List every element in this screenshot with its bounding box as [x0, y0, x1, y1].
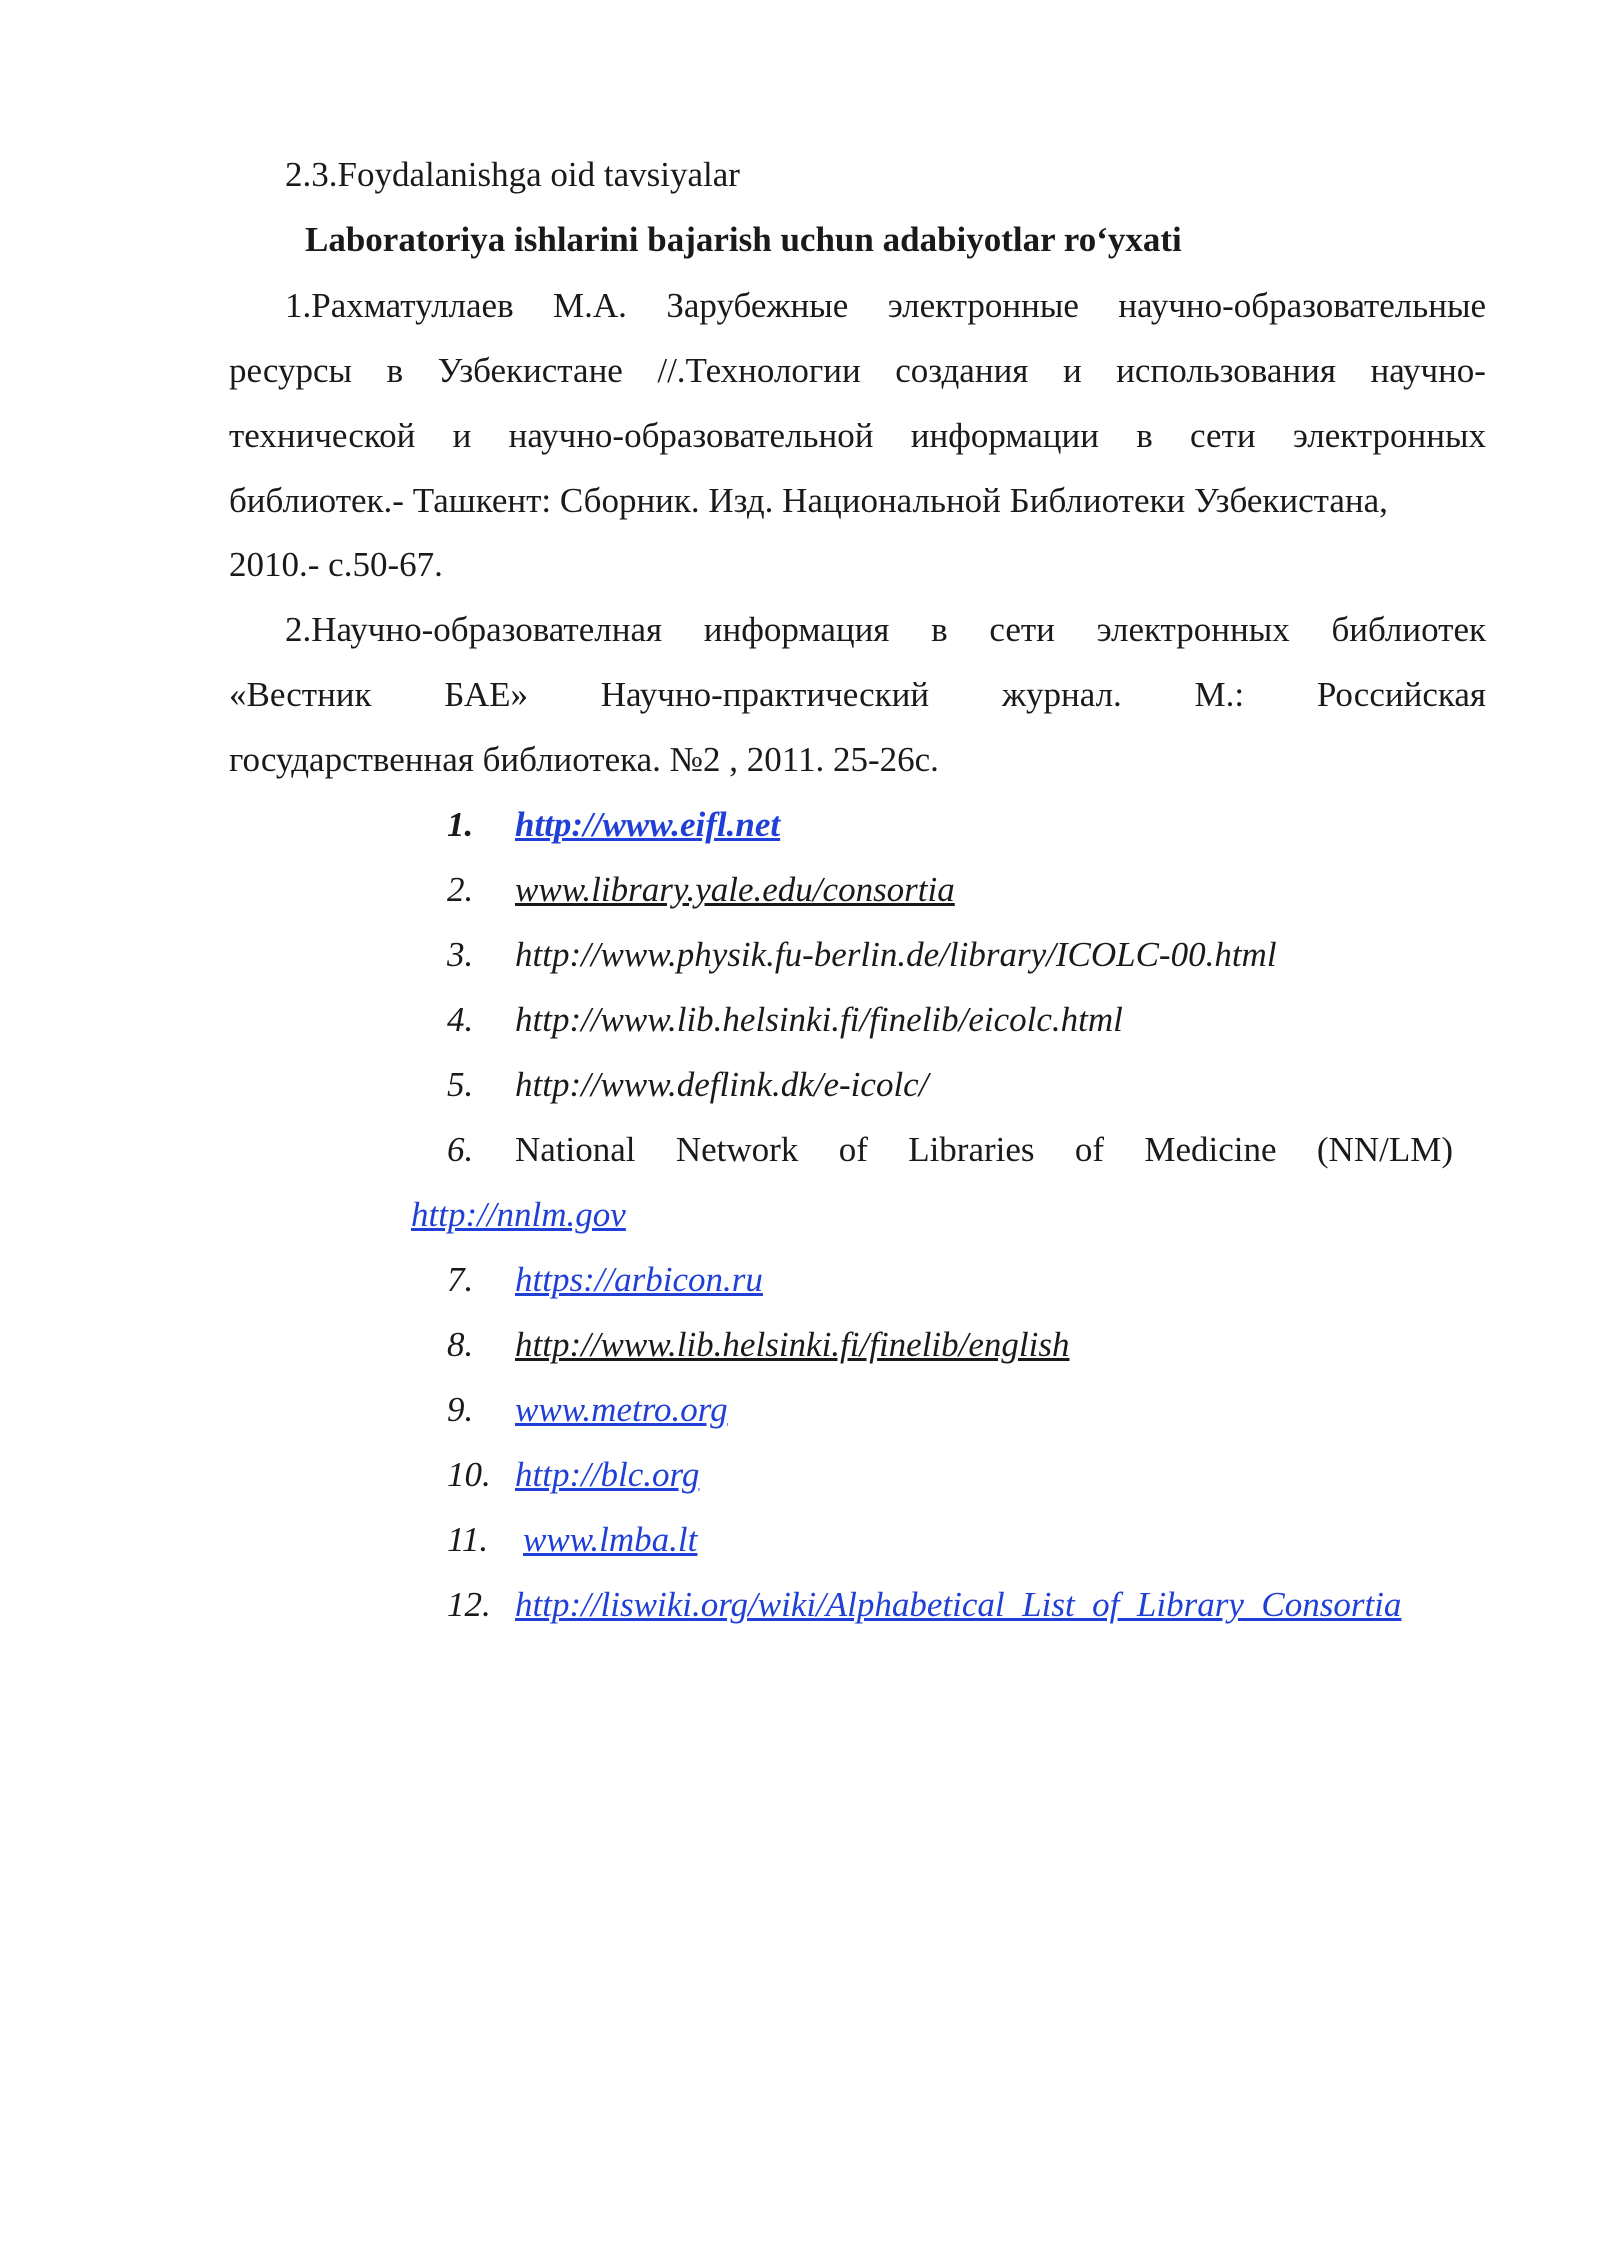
ref2-line-2 [229, 673, 1486, 717]
word: электронных [1096, 610, 1290, 649]
word: сети [989, 610, 1055, 649]
word: в [1136, 416, 1153, 455]
ref1-line-4: библиотек.- Ташкент: Сборник. Изд. Национальной Библиотеки Узбекистана, [229, 481, 1388, 520]
word: ресурсы [229, 351, 353, 390]
word: журнал. [1001, 675, 1122, 714]
ref1-line-3 [229, 414, 1486, 458]
word: Medicine [1144, 1130, 1277, 1169]
word: 2.Научно-образователная [285, 610, 663, 649]
list-number: 1. [447, 805, 474, 844]
link-metro[interactable]: www.metro.org [515, 1390, 728, 1429]
link-blc[interactable]: http://blc.org [515, 1455, 700, 1494]
word: of [1074, 1130, 1105, 1169]
word: Libraries [908, 1130, 1035, 1169]
link-yale[interactable]: www.library.yale.edu/consortia [515, 870, 955, 909]
list-number: 8. [447, 1325, 474, 1364]
link-helsinki-english[interactable]: http://www.lib.helsinki.fi/finelib/english [515, 1325, 1070, 1364]
link-nnlm[interactable]: http://nnlm.gov [411, 1195, 626, 1234]
word: научно-образовательной [508, 416, 874, 455]
list-number: 4. [447, 1000, 474, 1039]
word: (NN/LM) [1316, 1130, 1453, 1169]
url-helsinki-eicolc: http://www.lib.helsinki.fi/finelib/eicolc.html [515, 1000, 1123, 1039]
word: //.Технологии [657, 351, 861, 390]
list-number: 5. [447, 1065, 474, 1104]
word: of [838, 1130, 868, 1169]
section-title: 2.3.Foydalanishga oid tavsiyalar [285, 155, 740, 194]
word: и [452, 416, 472, 455]
word: сети [1190, 416, 1256, 455]
link-arbicon[interactable]: https://arbicon.ru [515, 1260, 763, 1299]
ref1-line-5: 2010.- с.50-67. [229, 545, 443, 584]
list-number: 10. [447, 1455, 491, 1494]
url-deflink: http://www.deflink.dk/e-icolc/ [515, 1065, 929, 1104]
word: «Вестник [229, 675, 372, 714]
ref2-line-1 [285, 608, 1486, 652]
list-heading: Laboratoriya ishlarini bajarish uchun adabiyotlar ro‘yxati [305, 220, 1182, 259]
list-number: 7. [447, 1260, 474, 1299]
word: электронные [887, 286, 1079, 325]
word: библиотек [1331, 610, 1486, 649]
word: 1.Рахматуллаев [285, 286, 514, 325]
link-lmba[interactable]: www.lmba.lt [523, 1520, 698, 1559]
word: М.А. [553, 286, 627, 325]
word: научно-образовательные [1118, 286, 1486, 325]
ref2-line-3: государственная библиотека. №2 , 2011. 25-26с. [229, 740, 939, 779]
word: научно- [1370, 351, 1486, 390]
word: в [386, 351, 404, 390]
word: Network [675, 1130, 799, 1169]
nnlm-description [515, 1128, 1453, 1172]
list-number: 11. [447, 1520, 489, 1559]
word: и [1062, 351, 1082, 390]
list-number: 9. [447, 1390, 474, 1429]
link-eifl[interactable]: http://www.eifl.net [515, 805, 781, 844]
word: технической [229, 416, 416, 455]
ref1-line-1 [285, 284, 1486, 328]
word: Научно-практический [600, 675, 930, 714]
url-physik: http://www.physik.fu-berlin.de/library/ICOLC-00.html [515, 935, 1277, 974]
word: М.: [1194, 675, 1245, 714]
list-item-continuation [411, 1193, 626, 1237]
list-number: 6. [447, 1130, 474, 1169]
word: в [931, 610, 948, 649]
list-number: 3. [447, 935, 474, 974]
word: создания [895, 351, 1029, 390]
list-number: 2. [447, 870, 474, 909]
word: Зарубежные [666, 286, 849, 325]
word: информация [703, 610, 890, 649]
word: использования [1116, 351, 1336, 390]
word: Узбекистане [437, 351, 623, 390]
word: информации [910, 416, 1099, 455]
list-number: 12. [447, 1585, 491, 1624]
link-liswiki[interactable]: http://liswiki.org/wiki/Alphabetical_List_of_Library_Consortia [515, 1585, 1402, 1624]
word: электронных [1292, 416, 1486, 455]
word: National [515, 1130, 636, 1169]
word: БАЕ» [444, 675, 529, 714]
word: Российская [1316, 675, 1486, 714]
ref1-line-2 [229, 349, 1486, 393]
